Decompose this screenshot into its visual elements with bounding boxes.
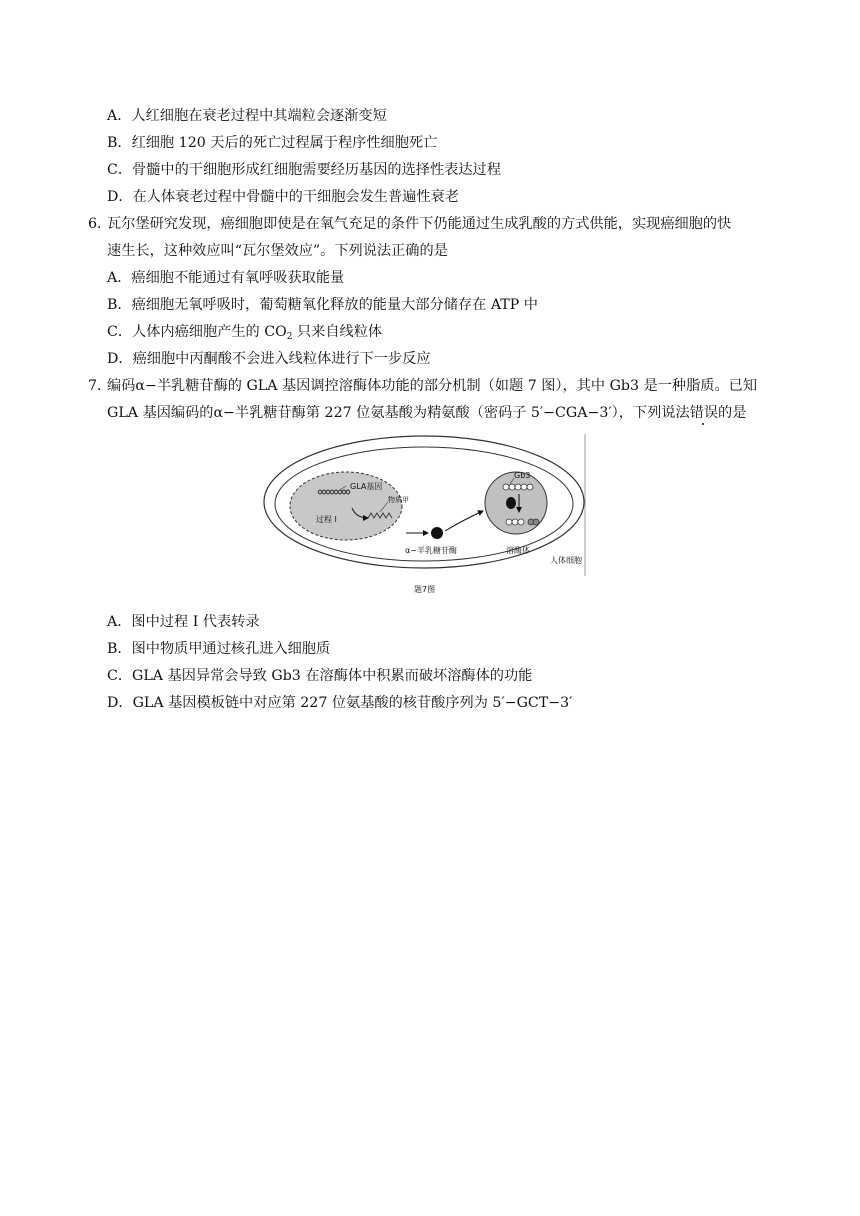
q6-option-c-text-end: 只来自线粒体 [292,324,383,340]
alpha-galactosidase-enzyme [431,527,443,539]
q5-option-c: C．骨髓中的干细胞形成红细胞需要经历基因的选择性表达过程 [107,162,501,178]
gb3-label: Gb3 [514,471,531,480]
substance-a-label: 物质甲 [388,496,409,504]
q6-option-c-subscript: 2 [286,332,293,342]
q7-number: 7． [88,378,112,394]
q7-stem-line1: 编码α−半乳糖苷酶的 GLA 基因调控溶酶体功能的部分机制（如题 7 图），其中 Gb3 是一种脂质。已知 [107,378,758,394]
q7-emphasis-wrong: 错误 [689,405,719,421]
q6-option-c [107,322,382,342]
enzyme-label: α−半乳糖苷酶 [405,546,457,555]
enzyme-in-lysosome [506,497,516,509]
human-cell-label: 人体细胞 [550,556,582,565]
q6-stem-line1: 瓦尔堡研究发现，癌细胞即使是在氧气充足的条件下仍能通过生成乳酸的方式供能，实现癌细胞的快 [107,216,732,232]
q7-option-d: D．GLA 基因模板链中对应第 227 位氨基酸的核苷酸序列为 5′−GCT−3′ [107,695,573,711]
nucleus [290,472,402,540]
q7-option-a: A．图中过程 I 代表转录 [107,614,260,630]
q7-option-c: C．GLA 基因异常会导致 Gb3 在溶酶体中积累而破坏溶酶体的功能 [107,668,533,684]
figure-7-diagram [262,432,594,598]
q6-option-b: B．癌细胞无氧呼吸时，葡萄糖氧化释放的能量大部分储存在 ATP 中 [107,297,538,313]
q5-option-b: B．红细胞 120 天后的死亡过程属于程序性细胞死亡 [107,135,438,151]
q6-option-c-text: C．人体内癌细胞产生的 CO [107,324,287,340]
q6-stem-line2: 速生长，这种效应叫“瓦尔堡效应”。下列说法正确的是 [107,243,448,259]
q5-option-d: D．在人体衰老过程中骨髓中的干细胞会发生普遍性衰老 [107,189,459,205]
gb3-breakdown-products [506,519,539,525]
lysosome-label: 溶酶体 [506,546,530,555]
q7-option-b: B．图中物质甲通过核孔进入细胞质 [107,641,331,657]
q6-number: 6． [88,216,112,232]
q6-option-d: D．癌细胞中丙酮酸不会进入线粒体进行下一步反应 [107,351,431,367]
q7-stem-line2-end: 的是 [718,405,747,421]
q7-stem-line2 [107,403,746,423]
figure-caption: 题7图 [414,585,436,594]
q5-option-a: A．人红细胞在衰老过程中其端粒会逐渐变短 [107,108,387,124]
q6-option-a: A．癌细胞不能通过有氧呼吸获取能量 [107,270,345,286]
gla-gene-label: GLA基因 [350,482,383,491]
q7-stem-line2-text: GLA 基因编码的α−半乳糖苷酶第 227 位氨基酸为精氨酸（密码子 5′−CGA−3′），下列说法 [107,405,690,421]
gb3-molecules [503,484,533,490]
process-i-label: 过程 I [316,515,337,524]
